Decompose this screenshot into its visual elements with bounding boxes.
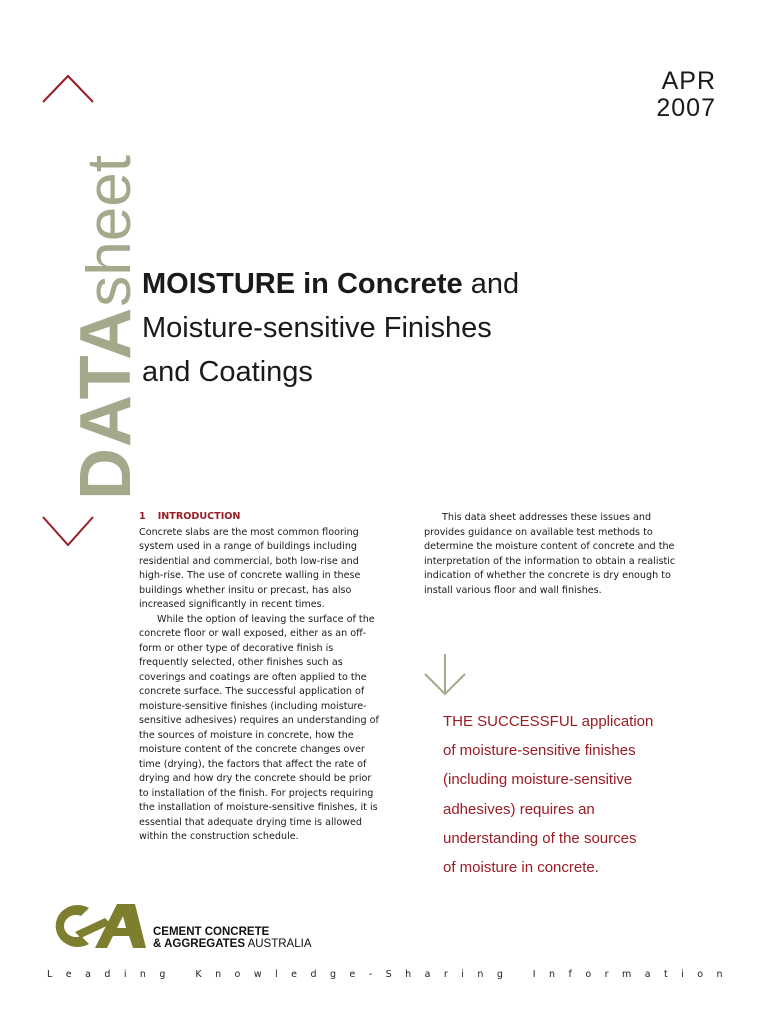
issue-year: 2007 — [656, 94, 716, 122]
tagline-letter: o — [234, 969, 241, 980]
tagline-letter — [179, 969, 182, 983]
tagline-letter — [516, 969, 519, 983]
tagline-letter: n — [477, 969, 484, 980]
tagline-letter: n — [549, 969, 556, 980]
brand-line-2-bold: & AGGREGATES — [153, 938, 246, 950]
tagline-letter: i — [461, 969, 464, 980]
banner-word-data: DATA — [66, 306, 146, 500]
brand-line-2-rest: AUSTRALIA — [245, 938, 312, 950]
brand-name — [153, 926, 311, 950]
section-heading — [139, 510, 379, 525]
tagline-letter: g — [329, 969, 336, 980]
tagline-letter: o — [697, 969, 704, 980]
section-title: INTRODUCTION — [157, 511, 241, 522]
tagline-letter: d — [310, 969, 317, 980]
pull-quote — [443, 707, 683, 882]
pull-quote-line: adhesives) requires an — [443, 800, 595, 818]
pull-quote-line: THE SUCCESSFUL application — [443, 713, 654, 730]
tagline-letter: K — [195, 969, 202, 980]
tagline-letter: I — [532, 969, 536, 980]
pull-quote-line: of moisture-sensitive finishes — [443, 742, 636, 760]
page-title — [142, 262, 682, 394]
pull-quote-line: (including moisture-sensitive — [443, 771, 633, 789]
banner-word-sheet: sheet — [75, 155, 144, 307]
datasheet-banner — [66, 155, 146, 500]
tagline-letter: n — [139, 969, 146, 980]
tagline-letter: d — [104, 969, 111, 980]
tagline-letter: a — [85, 969, 91, 980]
tagline-letter: r — [604, 969, 609, 980]
brand-line-1: CEMENT CONCRETE — [153, 926, 270, 938]
title-rest: and — [462, 268, 520, 300]
tagline-letter: t — [663, 969, 668, 980]
tagline-letter: a — [644, 969, 651, 980]
tagline-letter: e — [65, 969, 72, 980]
tagline-letter: l — [275, 969, 278, 980]
tagline-letter: S — [385, 969, 392, 980]
body-column-right — [424, 511, 692, 598]
tagline-letter: f — [568, 969, 572, 980]
chevron-up-icon — [40, 72, 96, 104]
tagline-letter: e — [291, 969, 297, 980]
chevron-down-icon — [40, 514, 96, 548]
pull-quote-line: understanding of the sources — [443, 829, 637, 847]
body-column-left — [139, 510, 379, 845]
tagline-letter: L — [47, 969, 53, 980]
tagline-letter: m — [621, 969, 632, 980]
tagline-letter: r — [443, 969, 448, 980]
tagline-letter: e — [349, 969, 356, 980]
issue-date — [656, 68, 716, 122]
tagline-letter: - — [368, 969, 373, 980]
footer-tagline — [47, 969, 723, 983]
tagline-letter: a — [424, 969, 431, 980]
arrow-down-icon — [422, 652, 468, 698]
tagline-letter: i — [123, 969, 127, 980]
paragraph-1: Concrete slabs are the most common flooring system used in a range of buildings including residential and commercial, both low-rise and high-rise. The use of concrete walling in these buildings whether insitu or precast, has also increased significantly in recent times. — [139, 526, 361, 610]
tagline-letter: g — [496, 969, 503, 980]
section-number: 1 — [139, 511, 146, 522]
issue-month: APR — [661, 67, 716, 95]
tagline-letter: o — [585, 969, 592, 980]
paragraph-2: While the option of leaving the surface of the concrete floor or wall exposed, either as an off-form or other type of decorative finish is frequently selected, other finishes such as coverings and coatings are often applied to the concrete surface. The successful application of moisture-sensitive finishes (including moisture-sensitive adhesives) requires an understanding of the sources of moisture in concrete, how the moisture content of the concrete changes over time (drying), the factors that affect the rate of drying and how dry the concrete should be prior to installation of the finish. For projects requiring the installation of moisture-sensitive finishes, it is essential that adequate drying time is allowed within the construction schedule. — [139, 613, 379, 842]
tagline-letter: h — [405, 969, 412, 980]
tagline-letter: i — [681, 969, 684, 980]
tagline-letter: g — [159, 969, 166, 980]
title-bold: MOISTURE in Concrete — [142, 268, 463, 300]
pull-quote-line: of moisture in concrete. — [443, 859, 599, 877]
title-line-3: and Coatings — [142, 356, 313, 388]
paragraph-3: This data sheet addresses these issues and provides guidance on available test methods to determine the moisture content of concrete and the interpretation of the information to obtain a realistic indication of whether the concrete is dry enough to install various floor and wall finishes. — [424, 512, 676, 596]
ccaa-logo — [45, 902, 147, 950]
tagline-letter: n — [716, 969, 723, 980]
tagline-letter: w — [253, 969, 262, 980]
title-line-2: Moisture-sensitive Finishes — [142, 312, 492, 344]
tagline-letter: n — [215, 969, 222, 980]
